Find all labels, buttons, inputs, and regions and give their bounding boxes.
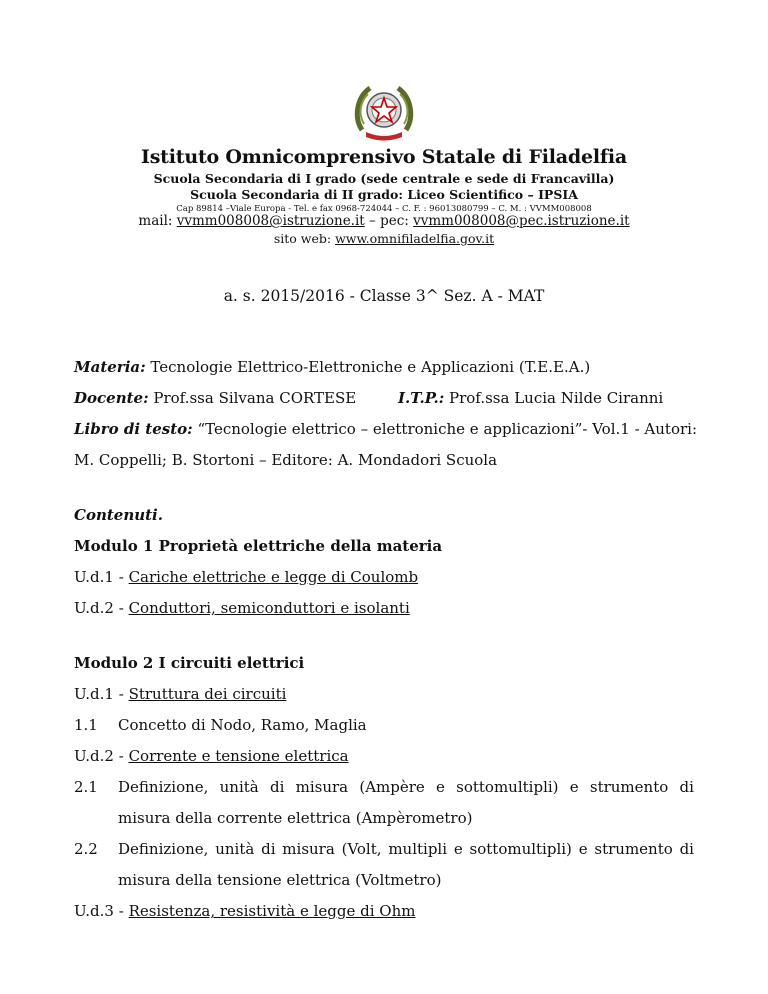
web-label: sito web: <box>273 231 336 246</box>
justified-word: sottomultipli) <box>469 840 572 858</box>
item-2-2-line-1 <box>118 840 694 858</box>
justified-word: unità <box>215 840 255 858</box>
ud-title: Struttura dei circuiti <box>128 685 287 703</box>
ud-prefix: U.d.1 - <box>74 685 129 703</box>
module-2-ud3 <box>74 902 415 920</box>
ud-prefix: U.d.2 - <box>74 599 129 617</box>
justified-word: di <box>261 840 276 858</box>
justified-word: misura <box>282 840 335 858</box>
module-1-title: Modulo 1 Proprietà elettriche della materia <box>74 537 443 555</box>
justified-word: (Ampère <box>359 778 425 796</box>
module-2-ud2 <box>74 747 349 765</box>
textbook-value: “Tecnologie elettrico – elettroniche e applicazioni”- Vol.1 - Autori: <box>192 420 698 438</box>
mail-label: mail: <box>138 213 177 229</box>
justified-word: sottomultipli) <box>456 778 559 796</box>
itp-label: I.T.P.: <box>398 389 445 407</box>
italian-republic-emblem-icon <box>352 80 416 144</box>
item-2-1-line-1 <box>118 778 694 796</box>
school-year-class: a. s. 2015/2016 - Classe 3^ Sez. A - MAT <box>223 287 545 305</box>
item-2-1-line-2: misura della corrente elettrica (Ampèrometro) <box>118 809 473 827</box>
website-link[interactable]: www.omnifiladelfia.gov.it <box>335 231 495 246</box>
justified-word: e <box>453 840 463 858</box>
institute-address: Cap 89814 –Viale Europa - Tel. e fax 0968-724044 – C. F. : 96013080799 – C. M. : VVMM008008 <box>176 204 592 214</box>
school-upper-secondary: Scuola Secondaria di II grado: Liceo Scientifico – IPSIA <box>190 187 578 202</box>
website-line <box>0 231 768 246</box>
subject-value: Tecnologie Elettrico-Elettroniche e Applicazioni (T.E.E.A.) <box>145 358 591 376</box>
ud-prefix: U.d.2 - <box>74 747 129 765</box>
itp-value: Prof.ssa Lucia Nilde Ciranni <box>444 389 664 407</box>
justified-word: strumento <box>589 778 669 796</box>
module-2-title: Modulo 2 I circuiti elettrici <box>74 654 305 672</box>
teacher-line <box>74 389 356 407</box>
module-2-ud1 <box>74 685 286 703</box>
mail-link[interactable]: vvmm008008@istruzione.it <box>176 213 365 229</box>
module-1-ud1 <box>74 568 418 586</box>
textbook-line <box>74 420 697 438</box>
itp-line <box>398 389 663 407</box>
justified-word: e <box>578 840 588 858</box>
justified-word: di <box>679 778 694 796</box>
item-number: 1.1 <box>74 716 98 734</box>
justified-word: di <box>269 778 285 796</box>
school-lower-secondary: Scuola Secondaria di I grado (sede centrale e sede di Francavilla) <box>153 171 615 186</box>
item-2-1-number: 2.1 <box>74 778 98 796</box>
justified-word: Definizione, <box>118 778 209 796</box>
justified-word: e <box>436 778 445 796</box>
item-1-1 <box>74 716 367 734</box>
justified-word: Definizione, <box>118 840 209 858</box>
teacher-value: Prof.ssa Silvana CORTESE <box>148 389 357 407</box>
justified-word: (Volt, <box>341 840 382 858</box>
textbook-line-2: M. Coppelli; B. Stortoni – Editore: A. Mondadori Scuola <box>74 451 498 469</box>
item-text: Concetto di Nodo, Ramo, Maglia <box>118 716 367 734</box>
ud-title: Corrente e tensione elettrica <box>128 747 349 765</box>
ud-prefix: U.d.1 - <box>74 568 129 586</box>
subject-line <box>74 358 590 376</box>
subject-label: Materia: <box>74 358 146 376</box>
ud-title: Cariche elettriche e legge di Coulomb <box>128 568 419 586</box>
justified-word: strumento <box>594 840 673 858</box>
justified-word: unità <box>219 778 259 796</box>
textbook-label: Libro di testo: <box>74 420 193 438</box>
teacher-label: Docente: <box>74 389 149 407</box>
ud-title: Conduttori, semiconduttori e isolanti <box>128 599 410 617</box>
contact-mail-line <box>0 213 768 229</box>
ud-title: Resistenza, resistività e legge di Ohm <box>128 902 416 920</box>
justified-word: misura <box>295 778 349 796</box>
contents-heading: Contenuti. <box>74 506 163 524</box>
institute-name: Istituto Omnicomprensivo Statale di Filadelfia <box>141 146 627 168</box>
item-2-2-line-2: misura della tensione elettrica (Voltmetro) <box>118 871 442 889</box>
item-2-2-number: 2.2 <box>74 840 98 858</box>
justified-word: e <box>569 778 579 796</box>
justified-word: multipli <box>388 840 448 858</box>
pec-label: – pec: <box>364 213 414 229</box>
module-1-ud2 <box>74 599 410 617</box>
justified-word: di <box>679 840 694 858</box>
pec-link[interactable]: vvmm008008@pec.istruzione.it <box>413 213 630 229</box>
ud-prefix: U.d.3 - <box>74 902 129 920</box>
